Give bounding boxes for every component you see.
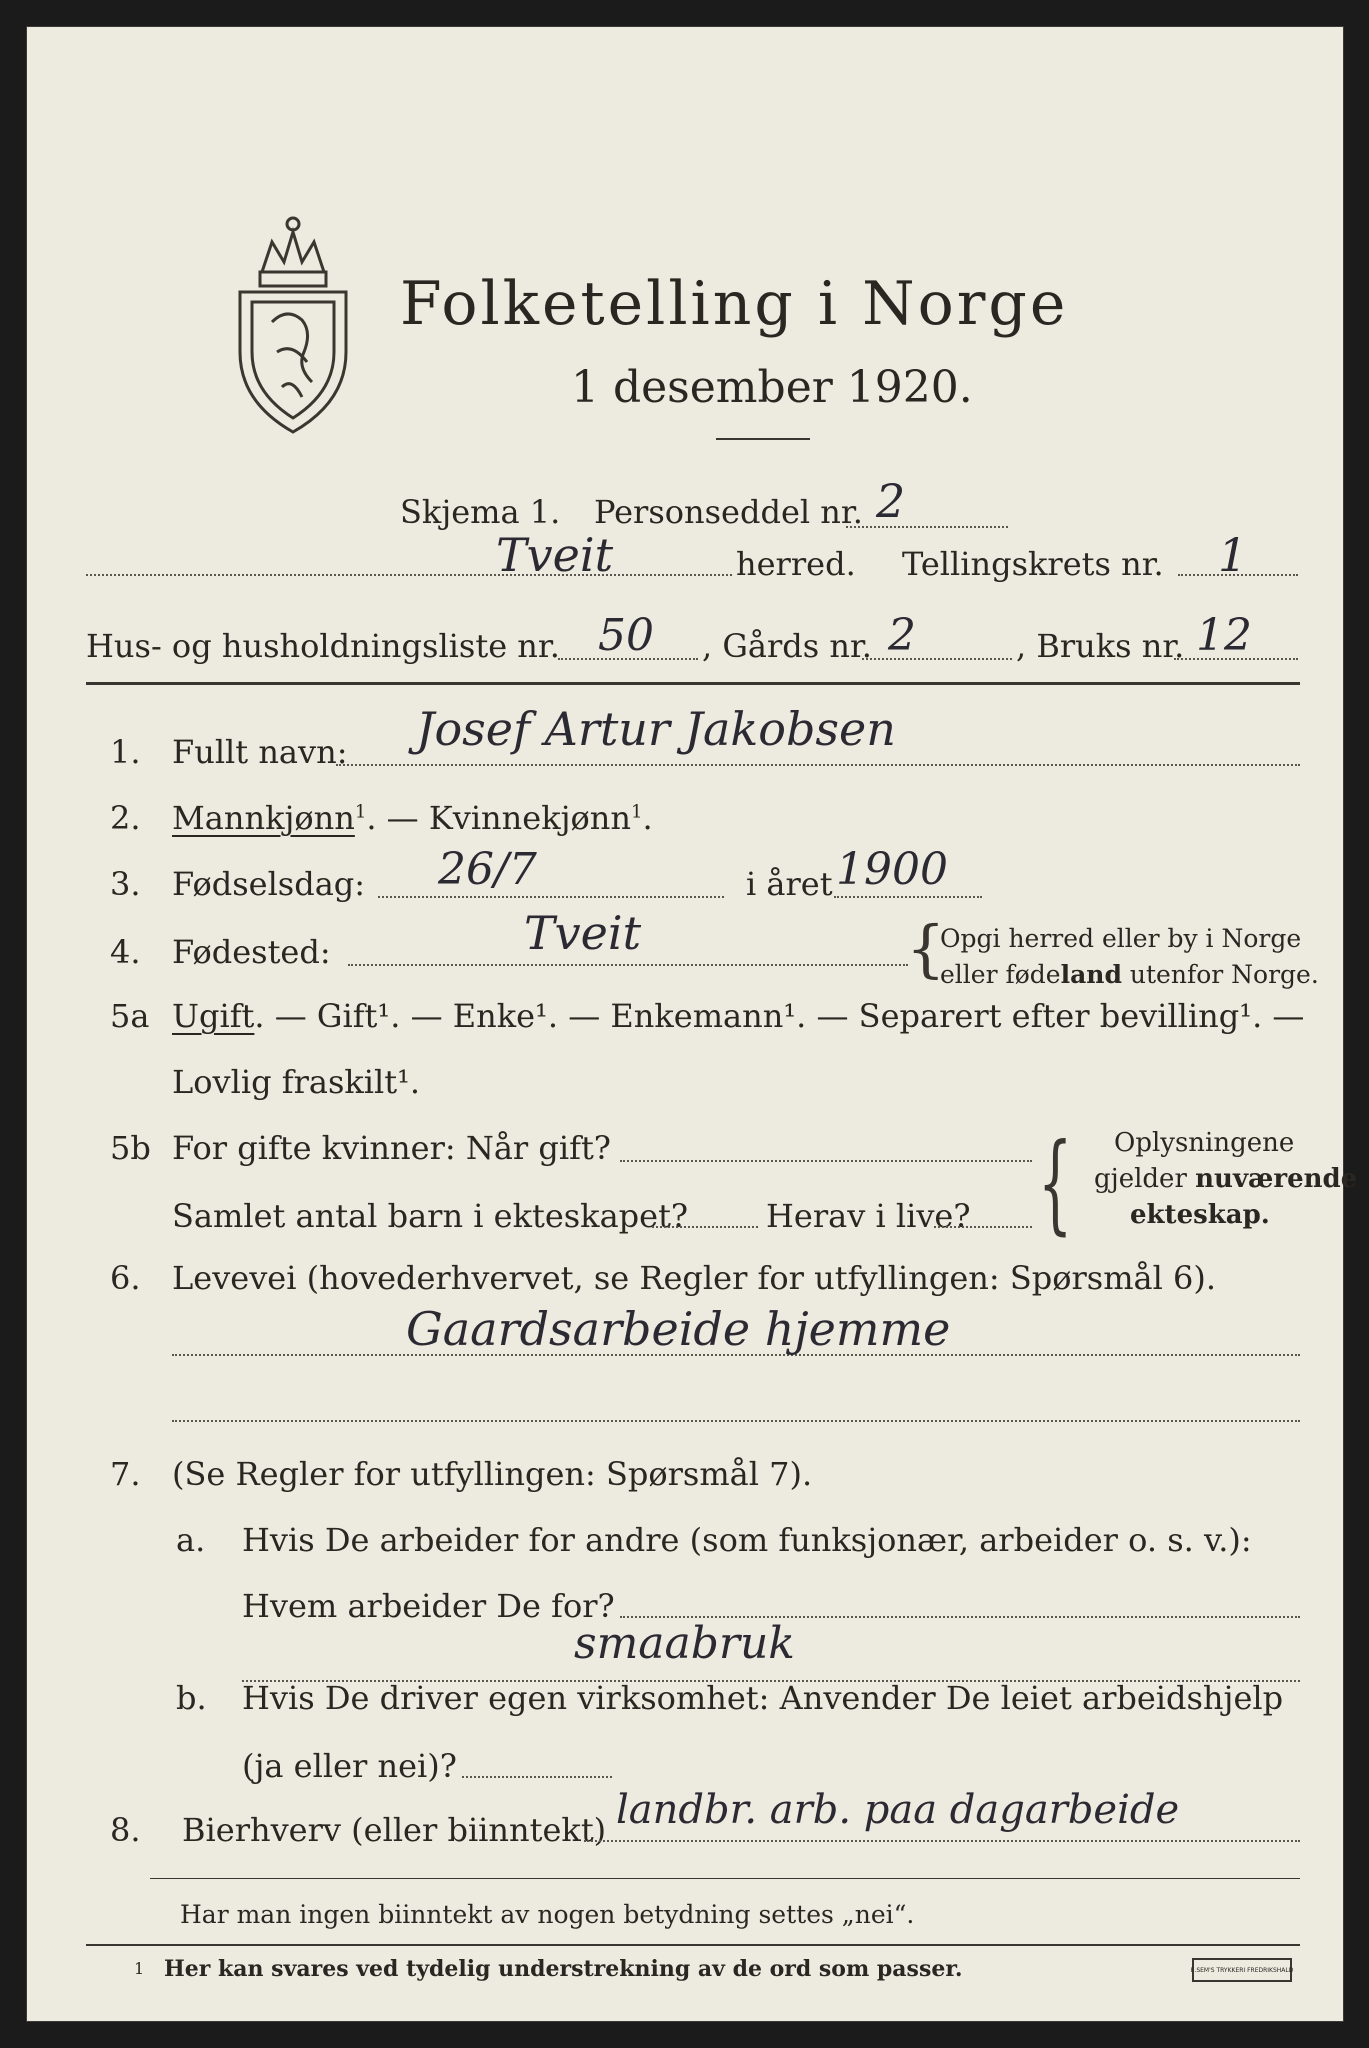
footnote-number: 1: [134, 1959, 145, 1978]
q5b-live-line: [934, 1226, 1032, 1228]
q7b-question: (ja eller nei)?: [242, 1747, 457, 1785]
q5b-gift-line: [620, 1160, 1032, 1162]
q5a-line1: [172, 997, 1305, 1035]
hus-value: 50: [598, 610, 654, 661]
footnote-text: Her kan svares ved tydelig understrekning av de ord som passer.: [164, 1956, 963, 1982]
q5b-brace: {: [1038, 1121, 1073, 1246]
q3-aret-value: 1900: [836, 844, 948, 895]
q7a-value: smaabruk: [574, 1618, 795, 1669]
q7a-letter: a.: [176, 1521, 206, 1559]
tellingskrets-label: Tellingskrets nr.: [902, 545, 1164, 583]
footnote-divider: [86, 1944, 1300, 1946]
q6-number: 6.: [110, 1259, 141, 1297]
census-form: [26, 26, 1358, 2022]
title-divider: [716, 438, 810, 440]
bruks-value: 12: [1196, 610, 1252, 661]
q5b-number: 5b: [110, 1129, 151, 1167]
gards-label: , Gårds nr.: [702, 627, 872, 665]
q7b-text: Hvis De driver egen virksomhet: Anvender De leiet arbeidshjelp: [242, 1679, 1284, 1717]
q3-line: [378, 896, 724, 898]
q5a-number: 5a: [110, 997, 150, 1035]
herred-value: Tveit: [496, 528, 614, 582]
q4-brace: {: [906, 912, 946, 985]
q7a-text: Hvis De arbeider for andre (som funksjonær, arbeider o. s. v.):: [242, 1521, 1252, 1559]
q5a-rest: . — Gift¹. — Enke¹. — Enkemann¹. — Separert efter bevilling¹. —: [254, 997, 1305, 1035]
herred-line: [86, 574, 732, 576]
q4-note2: [940, 962, 1319, 987]
q3-value: 26/7: [438, 844, 537, 895]
tellingskrets-value: 1: [1218, 528, 1248, 582]
personseddel-label: Personseddel nr.: [594, 493, 863, 531]
q1-label: Fullt navn:: [172, 733, 348, 771]
q8-line: [584, 1840, 1300, 1842]
q7-label: (Se Regler for utfyllingen: Spørsmål 7).: [172, 1455, 813, 1493]
q2-number: 2.: [110, 799, 141, 837]
personseddel-value: 2: [876, 474, 906, 528]
skjema-label: Skjema 1.: [400, 493, 561, 531]
q5b-label1: For gifte kvinner: Når gift?: [172, 1129, 611, 1167]
q6-line2: [172, 1420, 1300, 1422]
q5b-note1: Oplysningene: [1114, 1128, 1295, 1158]
q1-line: [336, 764, 1300, 766]
herred-label: herred.: [736, 545, 856, 583]
q7b-letter: b.: [176, 1679, 207, 1717]
q5a-ugift-underlined: Ugift: [172, 997, 255, 1035]
bruks-label: , Bruks nr.: [1016, 627, 1185, 665]
q1-number: 1.: [110, 733, 141, 771]
q5b-note2b: nuværende: [1195, 1164, 1358, 1194]
q7a-question: Hvem arbeider De for?: [242, 1587, 615, 1625]
q4-note1: Opgi herred eller by i Norge: [940, 924, 1302, 953]
q8-number: 8.: [110, 1811, 141, 1849]
q4-label: Fødested:: [172, 933, 331, 971]
q4-note2a: eller føde: [940, 960, 1061, 989]
q5b-note2: [1094, 1166, 1357, 1192]
q4-value: Tveit: [524, 906, 642, 960]
q2-end: .: [642, 799, 653, 837]
q2-text: [172, 799, 653, 837]
q3-label: Fødselsdag:: [172, 865, 366, 903]
form-title: Folketelling i Norge: [400, 269, 1069, 339]
footer-divider: [150, 1878, 1300, 1879]
q8-value: landbr. arb. paa dagarbeide: [616, 1787, 1180, 1833]
header-divider: [86, 682, 1300, 685]
hus-label: Hus- og husholdningsliste nr.: [86, 627, 560, 665]
form-date: 1 desember 1920.: [571, 362, 973, 413]
printer-stamp: [1192, 1958, 1292, 1982]
q6-value: Gaardsarbeide hjemme: [406, 1302, 951, 1356]
norwegian-coat-of-arms-icon: [232, 202, 354, 438]
q5a-line2: Lovlig fraskilt¹.: [172, 1063, 421, 1101]
q5b-note3: ekteskap.: [1130, 1200, 1270, 1230]
q5b-label3: Herav i live?: [766, 1197, 971, 1235]
q5b-barn-line: [652, 1226, 758, 1228]
q4-note2c: utenfor Norge.: [1121, 960, 1319, 989]
gards-value: 2: [888, 610, 916, 661]
q3-aret-line: [834, 896, 982, 898]
q2-rest: . — Kvinnekjønn: [366, 799, 631, 837]
q2-mannkjonn-underlined: Mannkjønn: [172, 799, 355, 837]
q5b-note2a: gjelder: [1094, 1164, 1196, 1194]
q2-sup: 1: [354, 801, 367, 823]
q2-sup2: 1: [631, 801, 643, 823]
q8-label: Bierhverv (eller biinntekt): [182, 1811, 607, 1849]
q7b-line: [462, 1776, 612, 1778]
q6-label: Levevei (hovederhvervet, se Regler for utfyllingen: Spørsmål 6).: [172, 1259, 1217, 1297]
q4-line: [348, 964, 908, 966]
q1-value: Josef Artur Jakobsen: [416, 702, 896, 756]
personseddel-line: [846, 526, 1008, 528]
gards-line: [862, 658, 1012, 660]
q4-note2b: land: [1060, 960, 1122, 989]
footer-note: Har man ingen biinntekt av nogen betydning settes „nei“.: [180, 1900, 915, 1929]
q7-number: 7.: [110, 1455, 141, 1493]
q4-number: 4.: [110, 933, 141, 971]
q3-number: 3.: [110, 865, 141, 903]
q3-aret-label: i året: [746, 865, 833, 903]
printer-stamp-text: E.SEM'S TRYKKERI FREDRIKSHALD: [1190, 1966, 1294, 1974]
q5b-label2: Samlet antal barn i ekteskapet?: [172, 1197, 689, 1235]
